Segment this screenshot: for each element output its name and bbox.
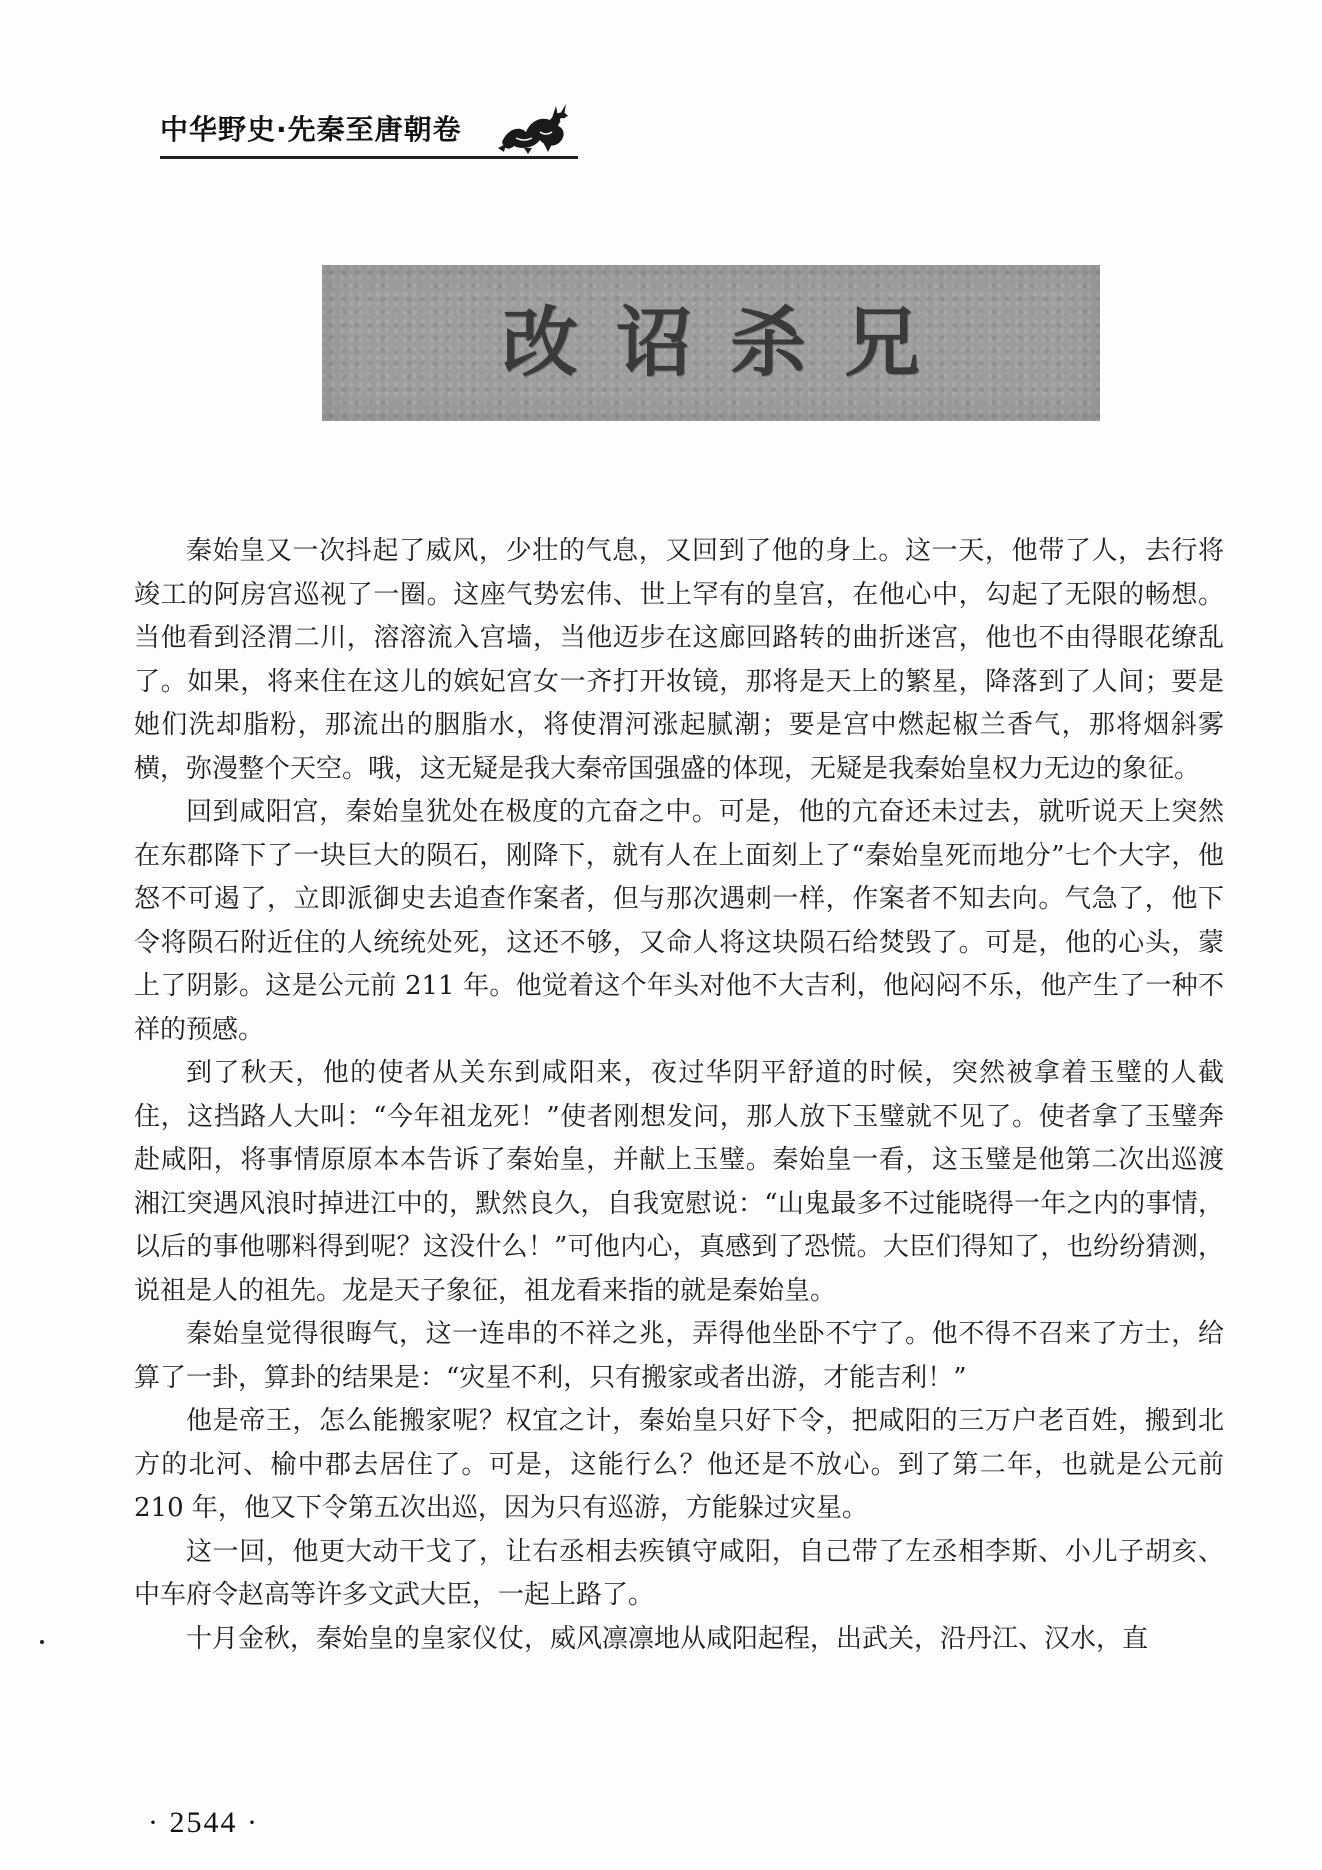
page-number: · 2544 ·	[148, 1806, 259, 1839]
paragraph: 秦始皇觉得很晦气，这一连串的不祥之兆，弄得他坐卧不宁了。他不得不召来了方士，给算了一卦，算卦的结果是：“灾星不利，只有搬家或者出游，才能吉利！”	[134, 1319, 1224, 1393]
series-title: 中华野史·先秦至唐朝卷	[160, 113, 462, 146]
chapter-title: 改诏杀兄	[502, 298, 958, 387]
paragraph: 到了秋天，他的使者从关东到咸阳来，夜过华阴平舒道的时候，突然被拿着玉璧的人截住，这挡路人大叫：“今年祖龙死！”使者刚想发问，那人放下玉璧就不见了。使者拿了玉璧奔赴咸阳，将事情原原本本告诉了秦始皇，并献上玉璧。秦始皇一看，这玉璧是他第二次出巡渡湘江突遇风浪时掉进江中的，默然良久，自我宽慰说：“山鬼最多不过能晓得一年之内的事情，以后的事他哪料得到呢？这没什么！”可他内心，真感到了恐慌。大臣们得知了，也纷纷猜测，说祖是人的祖先。龙是天子象征，祖龙看来指的就是秦始皇。	[134, 1058, 1224, 1306]
chapter-title-banner	[322, 265, 1100, 421]
paragraph: 十月金秋，秦始皇的皇家仪仗，威风凛凛地从咸阳起程，出武关，沿丹江、汉水，直	[186, 1623, 1149, 1654]
scan-speck	[40, 1640, 44, 1644]
paragraph: 秦始皇又一次抖起了威风，少壮的气息，又回到了他的身上。这一天，他带了人，去行将竣工的阿房宫巡视了一圈。这座气势宏伟、世上罕有的皇宫，在他心中，勾起了无限的畅想。当他看到泾渭二川，溶溶流入宫墙，当他迈步在这廊回路转的曲折迷宫，他也不由得眼花缭乱了。如果，将来住在这儿的嫔妃宫女一齐打开妆镜，那将是天上的繁星，降落到了人间；要是她们洗却脂粉，那流出的胭脂水，将使渭河涨起腻潮；要是宫中燃起椒兰香气，那将烟斜雾横，弥漫整个天空。哦，这无疑是我大秦帝国强盛的体现，无疑是我秦始皇权力无边的象征。	[134, 536, 1224, 784]
dragon-icon	[494, 98, 574, 156]
paragraph: 他是帝王，怎么能搬家呢？权宜之计，秦始皇只好下令，把咸阳的三万户老百姓，搬到北方的北河、榆中郡去居住了。可是，这能行么？他还是不放心。到了第二年，也就是公元前 210 年，他又下令第五次出巡，因为只有巡游，方能躲过灾星。	[134, 1406, 1224, 1523]
body-text	[134, 530, 1224, 1661]
paragraph: 回到咸阳宫，秦始皇犹处在极度的亢奋之中。可是，他的亢奋还未过去，就听说天上突然在东郡降下了一块巨大的陨石，刚降下，就有人在上面刻上了“秦始皇死而地分”七个大字，他怒不可遏了，立即派御史去追查作案者，但与那次遇刺一样，作案者不知去向。气急了，他下令将陨石附近住的人统统处死，这还不够，又命人将这块陨石给焚毁了。可是，他的心头，蒙上了阴影。这是公元前 211 年。他觉着这个年头对他不大吉利，他闷闷不乐，他产生了一种不祥的预感。	[134, 797, 1224, 1045]
paragraph: 这一回，他更大动干戈了，让右丞相去疾镇守咸阳，自己带了左丞相李斯、小儿子胡亥、中车府令赵高等许多文武大臣，一起上路了。	[134, 1536, 1224, 1610]
running-header	[160, 98, 578, 164]
header-rule	[160, 156, 578, 159]
